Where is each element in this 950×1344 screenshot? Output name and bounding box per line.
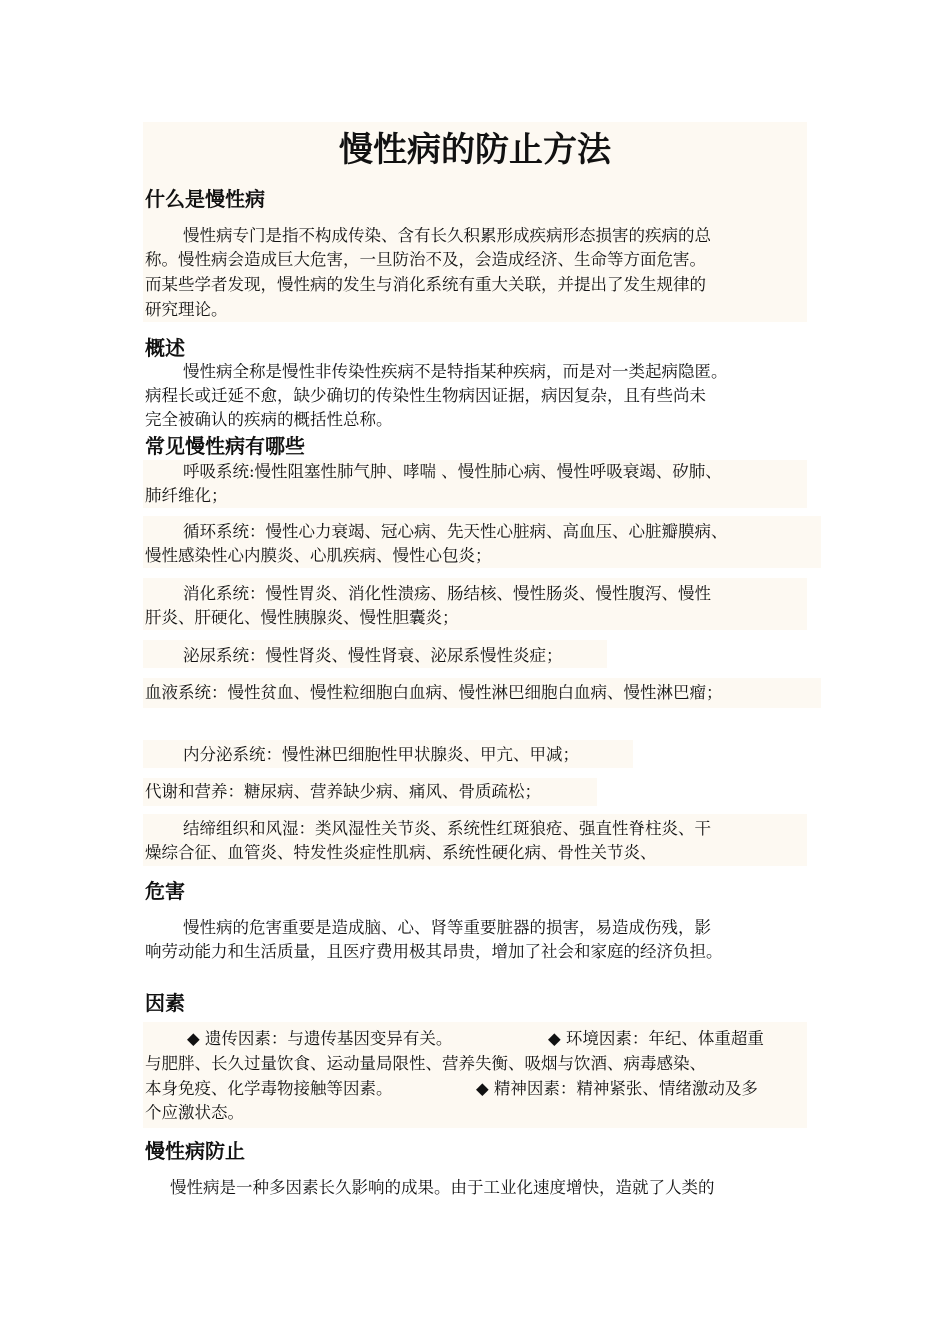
section-heading-overview: 概述 <box>145 336 185 360</box>
paragraph-line: 慢性病专门是指不构成传染、含有长久积累形成疾病形态损害的疾病的总 <box>183 226 711 245</box>
paragraph-line: 结缔组织和风湿：类风湿性关节炎、系统性红斑狼疮、强直性脊柱炎、干 <box>183 819 711 838</box>
paragraph-line: 代谢和营养：糖尿病、营养缺少病、痛风、骨质疏松； <box>145 782 541 801</box>
paragraph-line: 本身免疫、化学毒物接触等因素。 <box>145 1079 393 1098</box>
paragraph-line: 研究理论。 <box>145 300 228 319</box>
paragraph-line: 肝炎、肝硬化、慢性胰腺炎、慢性胆囊炎； <box>145 608 459 627</box>
paragraph-line: 慢性病是一种多因素长久影响的成果。由于工业化速度增快，造就了人类的 <box>170 1178 715 1197</box>
paragraph-line: 泌尿系统：慢性肾炎、慢性肾衰、泌尿系慢性炎症； <box>183 646 563 665</box>
section-heading-what-is: 什么是慢性病 <box>145 187 265 211</box>
section-heading-factors: 因素 <box>145 991 185 1015</box>
page-title: 慢性病的防止方法 <box>339 130 611 170</box>
paragraph-line: 燥综合征、血管炎、特发性炎症性肌病、系统性硬化病、骨性关节炎、 <box>145 843 657 862</box>
paragraph-line: ◆ 遗传因素：与遗传基因变异有关。 <box>187 1029 453 1048</box>
section-heading-prevention: 慢性病防止 <box>145 1139 245 1163</box>
paragraph-line: 血液系统：慢性贫血、慢性粒细胞白血病、慢性淋巴细胞白血病、慢性淋巴瘤； <box>145 683 723 702</box>
paragraph-line: 消化系统：慢性胃炎、消化性溃疡、肠结核、慢性肠炎、慢性腹泻、慢性 <box>183 584 711 603</box>
paragraph-line: 肺纤维化； <box>145 486 228 505</box>
paragraph-line: 呼吸系统:慢性阻塞性肺气肿、哮喘 、慢性肺心病、慢性呼吸衰竭、矽肺、 <box>183 462 722 481</box>
section-heading-harm: 危害 <box>145 879 185 903</box>
paragraph-line: 称。慢性病会造成巨大危害，一旦防治不及，会造成经济、生命等方面危害。 <box>145 250 706 269</box>
paragraph-line: 慢性病的危害重要是造成脑、心、肾等重要脏器的损害，易造成伤残，影 <box>183 918 711 937</box>
paragraph-line: 慢性感染性心内膜炎、心肌疾病、慢性心包炎； <box>145 546 492 565</box>
paragraph-line: 循环系统：慢性心力衰竭、冠心病、先天性心脏病、高血压、心脏瓣膜病、 <box>183 522 728 541</box>
paragraph-line: 内分泌系统：慢性淋巴细胞性甲状腺炎、甲亢、甲减； <box>183 745 579 764</box>
section-heading-common-diseases: 常见慢性病有哪些 <box>145 434 305 458</box>
paragraph-line: 病程长或迁延不愈，缺少确切的传染性生物病因证据，病因复杂，且有些尚未 <box>145 386 706 405</box>
paragraph-line: 慢性病全称是慢性非传染性疾病不是特指某种疾病，而是对一类起病隐匿。 <box>183 362 728 381</box>
paragraph-line: 完全被确认的疾病的概括性总称。 <box>145 410 393 429</box>
paragraph-line: 响劳动能力和生活质量，且医疗费用极其昂贵，增加了社会和家庭的经济负担。 <box>145 942 723 961</box>
paragraph-line: 与肥胖、长久过量饮食、运动量局限性、营养失衡、吸烟与饮酒、病毒感染、 <box>145 1054 706 1073</box>
paragraph-line: ◆ 环境因素：年纪、体重超重 <box>548 1029 764 1048</box>
paragraph-line: 个应激状态。 <box>145 1103 244 1122</box>
paragraph-line: 而某些学者发现，慢性病的发生与消化系统有重大关联，并提出了发生规律的 <box>145 275 706 294</box>
paragraph-line: ◆ 精神因素：精神紧张、情绪激动及多 <box>476 1079 758 1098</box>
